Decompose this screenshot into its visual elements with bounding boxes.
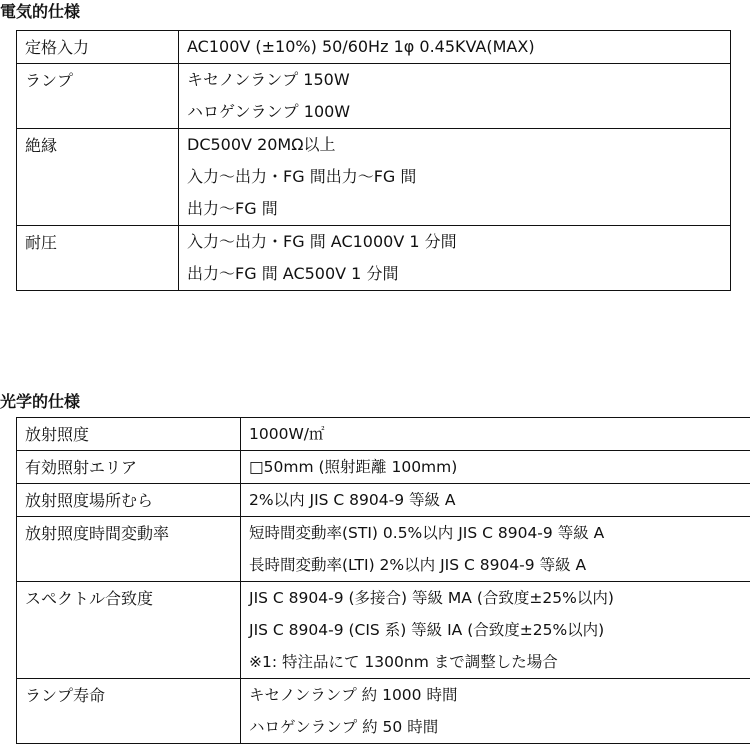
spec-value-cell <box>241 679 750 744</box>
spec-label: ランプ <box>17 64 179 129</box>
spec-value: 1000W/㎡ <box>249 425 325 443</box>
spec-row <box>17 31 731 64</box>
spec-value: ハロゲンランプ 100W <box>187 102 351 121</box>
spec-row <box>17 129 731 226</box>
spec-value: JIS C 8904-9 (CIS 系) 等級 IA (合致度±25%以内) <box>249 621 605 639</box>
electrical-spec-heading: 電気的仕様 <box>0 2 81 21</box>
spec-label: 絶縁 <box>17 129 179 226</box>
spec-row <box>17 226 731 291</box>
spec-label: ランプ寿命 <box>17 679 241 744</box>
spec-value: キセノンランプ 150W <box>187 70 350 89</box>
spec-value-cell <box>241 517 750 582</box>
spec-value-cell <box>179 31 731 64</box>
spec-value-cell <box>241 484 750 517</box>
spec-value-cell <box>241 582 750 679</box>
spec-value-cell <box>179 64 731 129</box>
spec-value: 長時間変動率(LTI) 2%以内 JIS C 8904-9 等級 A <box>249 556 587 574</box>
optical-spec-heading: 光学的仕様 <box>0 392 81 411</box>
spec-label: 放射照度場所むら <box>17 484 241 517</box>
spec-value: 出力〜FG 間 <box>187 199 278 218</box>
spec-value: JIS C 8904-9 (多接合) 等級 MA (合致度±25%以内) <box>249 589 614 607</box>
spec-value: 入力〜出力・FG 間出力〜FG 間 <box>187 167 417 186</box>
spec-label: 有効照射エリア <box>17 451 241 484</box>
spec-value: ハロゲンランプ 約 50 時間 <box>249 718 439 736</box>
spec-value-cell <box>179 226 731 291</box>
spec-row <box>17 484 750 517</box>
spec-label: 放射照度 <box>17 418 241 451</box>
spec-value: AC100V (±10%) 50/60Hz 1φ 0.45KVA(MAX) <box>187 37 535 56</box>
spec-row <box>17 64 731 129</box>
spec-label: スペクトル合致度 <box>17 582 241 679</box>
spec-value: 出力〜FG 間 AC500V 1 分間 <box>187 264 399 283</box>
optical-spec-table <box>16 417 750 744</box>
spec-row <box>17 679 750 744</box>
spec-value: キセノンランプ 約 1000 時間 <box>249 686 458 704</box>
spec-value: DC500V 20MΩ以上 <box>187 135 336 154</box>
spec-row <box>17 517 750 582</box>
spec-value: 入力〜出力・FG 間 AC1000V 1 分間 <box>187 232 457 251</box>
spec-value: 短時間変動率(STI) 0.5%以内 JIS C 8904-9 等級 A <box>249 524 605 542</box>
spec-value: □50mm (照射距離 100mm) <box>249 458 458 476</box>
spec-row <box>17 418 750 451</box>
spec-row <box>17 582 750 679</box>
spec-label: 耐圧 <box>17 226 179 291</box>
spec-value: 2%以内 JIS C 8904-9 等級 A <box>249 491 456 509</box>
spec-value-cell <box>179 129 731 226</box>
spec-row <box>17 451 750 484</box>
spec-value-cell <box>241 418 750 451</box>
spec-value: ※1: 特注品にて 1300nm まで調整した場合 <box>249 653 558 671</box>
spec-label: 定格入力 <box>17 31 179 64</box>
spec-label: 放射照度時間変動率 <box>17 517 241 582</box>
spec-value-cell <box>241 451 750 484</box>
electrical-spec-table <box>16 30 731 291</box>
